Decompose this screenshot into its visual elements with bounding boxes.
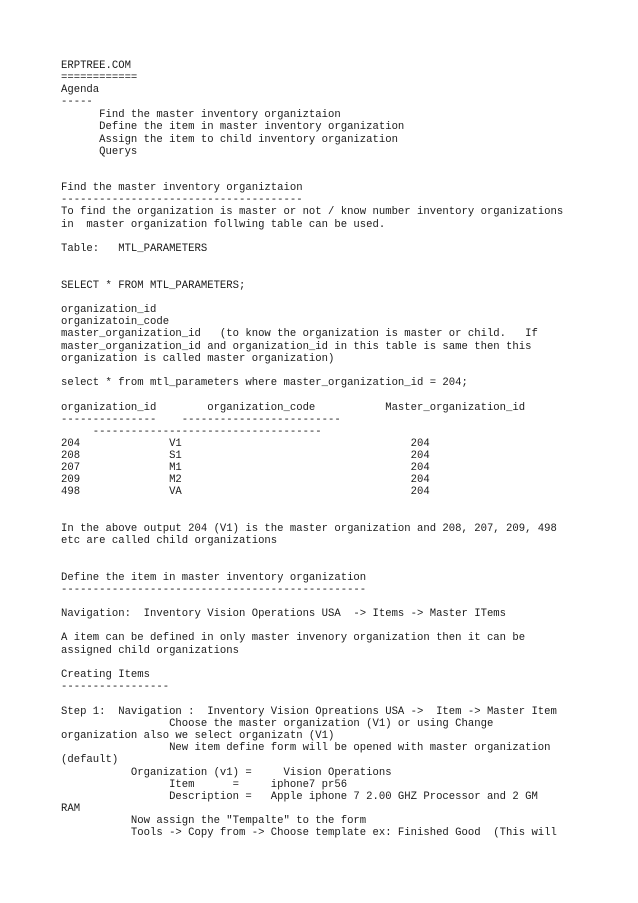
step1-line: Choose the master organization (V1) or using Change <box>61 718 494 730</box>
tools-copy-line: Tools -> Copy from -> Choose template ex: Finished Good (This will <box>61 827 557 839</box>
agenda-item: Querys <box>61 146 138 158</box>
result-conclusion-cont: etc are called child organizations <box>61 535 278 547</box>
result-rule: --------------- ------------------------- <box>61 414 341 426</box>
field-description: Description = Apple iphone 7 2.00 GHZ Processor and 2 GM <box>61 791 538 803</box>
result-conclusion: In the above output 204 (V1) is the master organization and 208, 207, 209, 498 <box>61 523 557 535</box>
step1-line: Step 1: Navigation : Inventory Vision Opreations USA -> Item -> Master Item <box>61 706 557 718</box>
agenda-underline: ----- <box>61 96 93 108</box>
result-row: 204 V1 204 <box>61 438 430 450</box>
column-master-org-desc-end: organization is called master organization) <box>61 353 335 365</box>
result-rule: ------------------------------------ <box>61 426 322 438</box>
step1-line: (default) <box>61 754 119 766</box>
select-all-query: SELECT * FROM MTL_PARAMETERS; <box>61 280 246 292</box>
document-title: ERPTREE.COM <box>61 60 131 72</box>
section2-note: A item can be defined in only master invenory organization then it can be <box>61 632 526 644</box>
column-organization-code: organizatoin_code <box>61 316 170 328</box>
result-row: 208 S1 204 <box>61 450 430 462</box>
section1-intro: To find the organization is master or not / know number inventory organizations <box>61 206 564 218</box>
column-master-org-desc: master_organization_id and organization_id in this table is same then this <box>61 341 532 353</box>
agenda-heading: Agenda <box>61 84 100 96</box>
step1-line: organization also we select organizatn (V1) <box>61 730 335 742</box>
section1-heading: Find the master inventory organiztaion <box>61 182 303 194</box>
field-item: Item = iphone7 pr56 <box>61 779 348 791</box>
table-name-line: Table: MTL_PARAMETERS <box>61 243 208 255</box>
field-description-wrap: RAM <box>61 803 81 815</box>
title-underline: ============ <box>61 72 138 84</box>
section2-note-cont: assigned child organizations <box>61 645 240 657</box>
section1-intro-cont: in master organization follwing table can be used. <box>61 219 386 231</box>
field-organization: Organization (v1) = Vision Operations <box>61 767 392 779</box>
result-row: 207 M1 204 <box>61 462 430 474</box>
assign-template-line: Now assign the "Tempalte" to the form <box>61 815 367 827</box>
column-organization-id: organization_id <box>61 304 157 316</box>
creating-items-underline: ----------------- <box>61 681 170 693</box>
section1-underline: -------------------------------------- <box>61 194 303 206</box>
navigation-path: Navigation: Inventory Vision Operations USA -> Items -> Master ITems <box>61 608 507 620</box>
result-row: 209 M2 204 <box>61 474 430 486</box>
column-master-org-id: master_organization_id (to know the organization is master or child. If <box>61 328 538 340</box>
agenda-item: Define the item in master inventory organization <box>61 121 405 133</box>
agenda-item: Find the master inventory organiztaion <box>61 109 341 121</box>
section2-underline: ------------------------------------------------ <box>61 584 367 596</box>
section2-heading: Define the item in master inventory organization <box>61 572 367 584</box>
filter-query: select * from mtl_parameters where master_organization_id = 204; <box>61 377 468 389</box>
result-header: organization_id organization_code Master_organization_id <box>61 402 526 414</box>
result-row: 498 VA 204 <box>61 486 430 498</box>
agenda-item: Assign the item to child inventory organization <box>61 134 398 146</box>
creating-items-heading: Creating Items <box>61 669 151 681</box>
step1-line: New item define form will be opened with master organization <box>61 742 551 754</box>
